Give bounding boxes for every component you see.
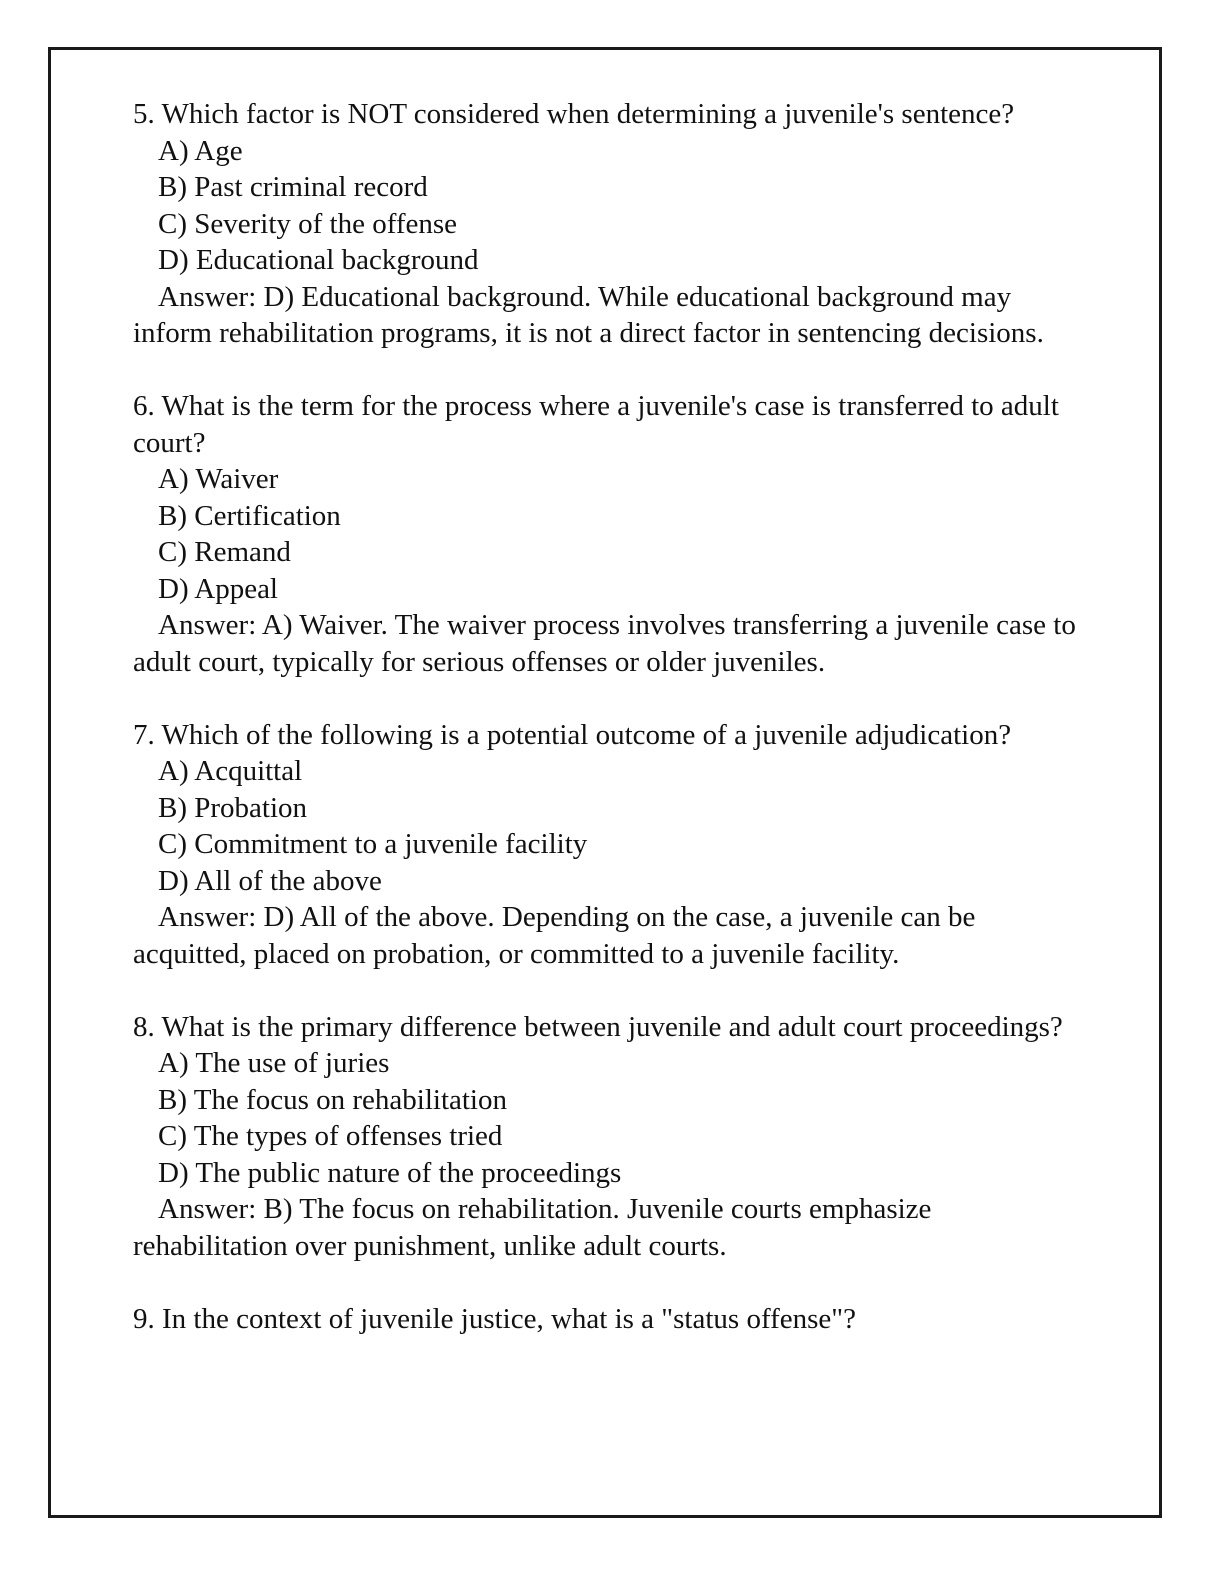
option-a: A) Waiver: [158, 463, 279, 495]
option-d: D) All of the above: [158, 864, 382, 897]
question-6: [133, 388, 1093, 680]
answer-text: Answer: D) All of the above. Depending on the case, a juvenile can be acquitted, placed on probation, or committed to a juvenile facility.: [133, 901, 976, 970]
question-text: 6. What is the term for the process where a juvenile's case is transferred to adult court?: [133, 390, 1059, 459]
question-text: 7. Which of the following is a potential outcome of a juvenile adjudication?: [133, 718, 1012, 751]
option-a: A) The use of juries: [158, 1047, 390, 1079]
option-c: C) The types of offenses tried: [158, 1120, 503, 1152]
option-d: D) Educational background: [158, 244, 479, 276]
question-7: [133, 717, 1093, 973]
option-b: B) Past criminal record: [158, 171, 428, 203]
question-text: 8. What is the primary difference between juvenile and adult court proceedings?: [133, 1010, 1063, 1043]
option-d: D) Appeal: [158, 572, 278, 605]
question-9: [133, 1301, 1093, 1338]
answer-text: Answer: D) Educational background. While educational background may inform rehabilitation programs, it is not a direct factor in sentencing decisions.: [133, 280, 1044, 349]
option-b: B) The focus on rehabilitation: [158, 1083, 507, 1116]
option-a: A) Age: [158, 134, 243, 167]
option-b: B) Certification: [158, 499, 341, 532]
question-8: [133, 1009, 1093, 1265]
option-d: D) The public nature of the proceedings: [158, 1156, 622, 1189]
question-text: 9. In the context of juvenile justice, what is a "status offense"?: [133, 1302, 856, 1335]
option-c: C) Severity of the offense: [158, 207, 458, 240]
question-text: 5. Which factor is NOT considered when determining a juvenile's sentence?: [133, 98, 1015, 130]
option-b: B) Probation: [158, 791, 308, 824]
answer-text: Answer: A) Waiver. The waiver process involves transferring a juvenile case to adult court, typically for serious offenses or older juveniles.: [133, 609, 1076, 678]
option-c: C) Commitment to a juvenile facility: [158, 828, 588, 860]
quiz-content: [133, 96, 1093, 1374]
option-c: C) Remand: [158, 536, 291, 568]
answer-text: Answer: B) The focus on rehabilitation. Juvenile courts emphasize rehabilitation over punishment, unlike adult courts.: [133, 1193, 932, 1262]
question-5: [133, 96, 1093, 352]
option-a: A) Acquittal: [158, 755, 303, 787]
